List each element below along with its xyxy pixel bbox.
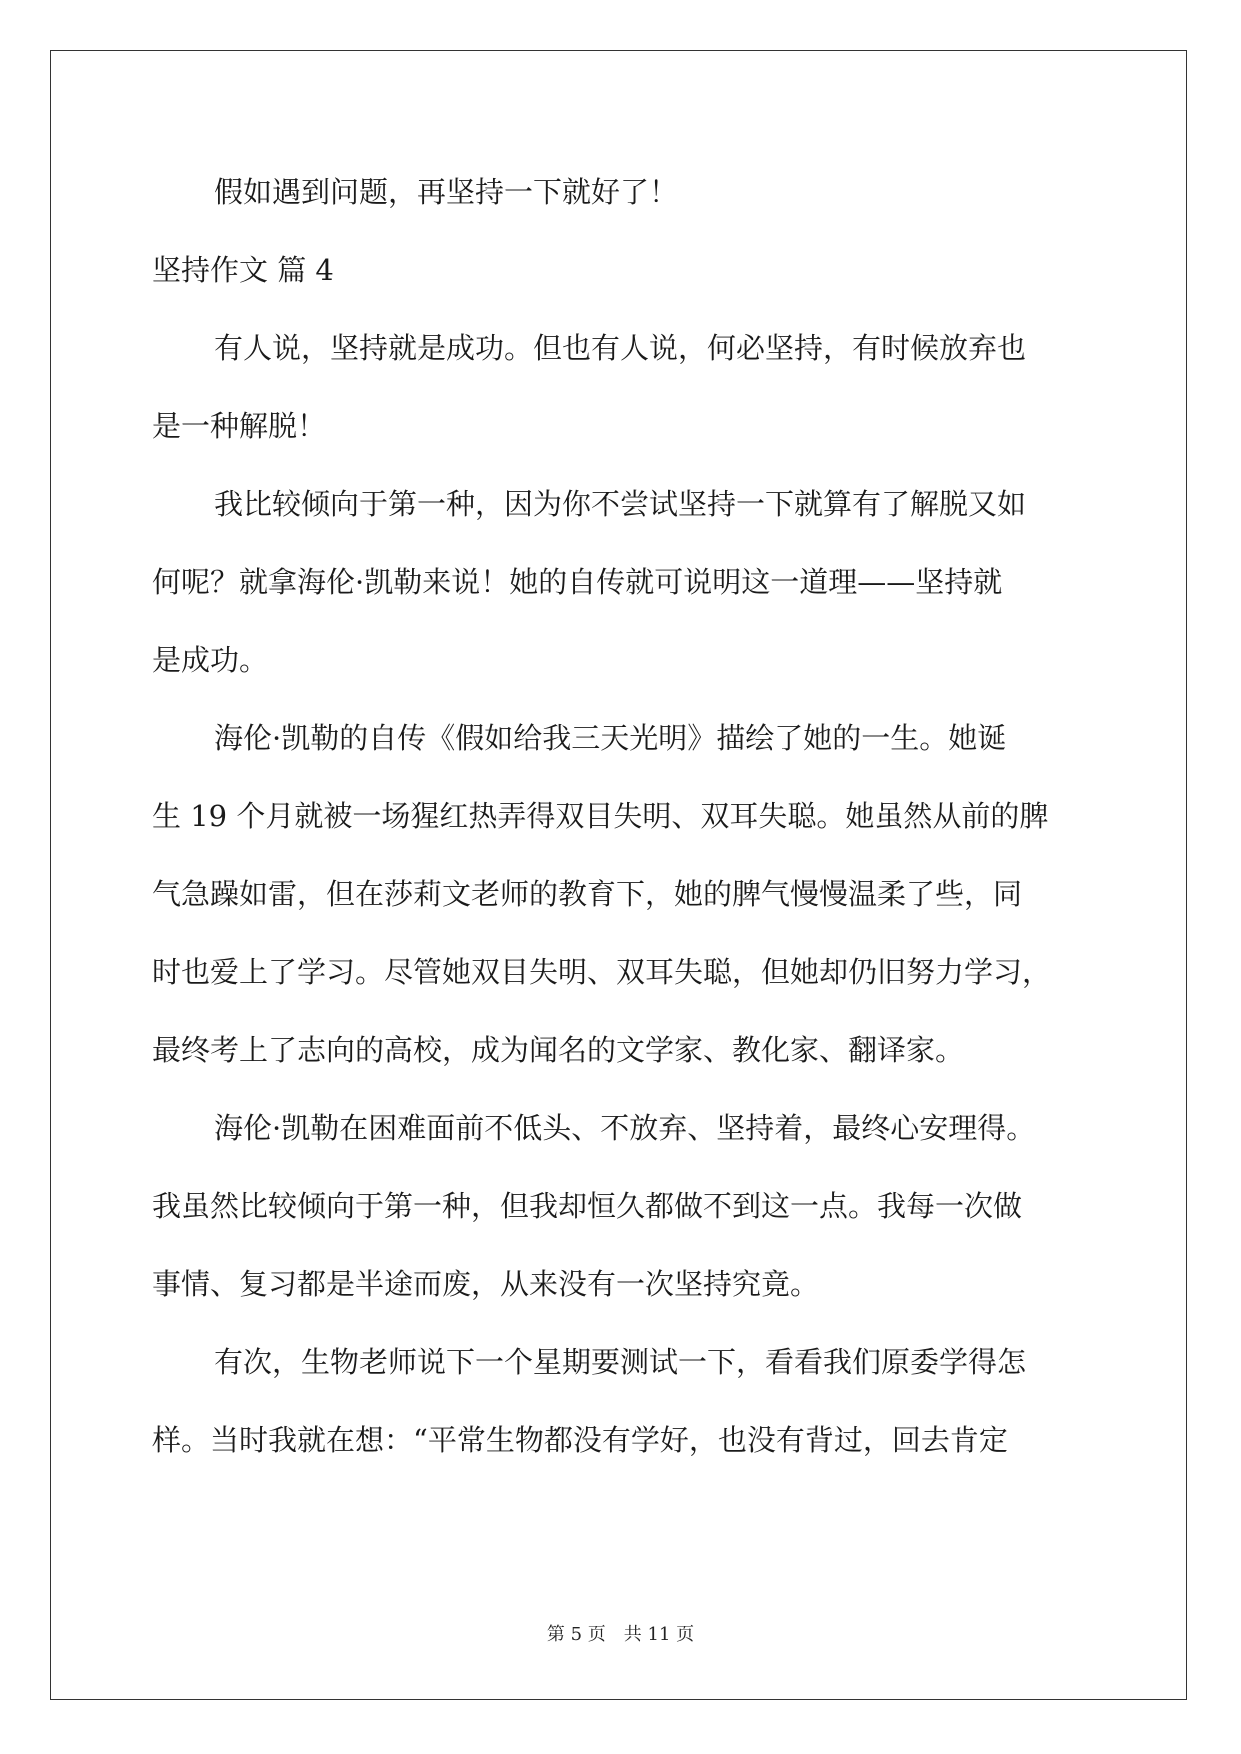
paragraph-line: 假如遇到问题，再坚持一下就好了！ <box>214 175 679 209</box>
paragraph-line: 海伦·凯勒在困难面前不低头、不放弃、坚持着，最终心安理得。 <box>214 1111 1036 1145</box>
paragraph-line: 我比较倾向于第一种，因为你不尝试坚持一下就算有了解脱又如 <box>214 487 1027 521</box>
section-heading: 坚持作文 篇 4 <box>152 253 334 287</box>
paragraph-line: 有次，生物老师说下一个星期要测试一下，看看我们原委学得怎 <box>214 1345 1027 1379</box>
paragraph-line: 有人说，坚持就是成功。但也有人说，何必坚持，有时候放弃也 <box>214 331 1027 365</box>
paragraph-line: 海伦·凯勒的自传《假如给我三天光明》描绘了她的一生。她诞 <box>214 721 1007 755</box>
paragraph-line: 何呢？就拿海伦·凯勒来说！她的自传就可说明这一道理——坚持就 <box>152 565 1003 599</box>
paragraph-line: 时也爱上了学习。尽管她双目失明、双耳失聪，但她却仍旧努力学习， <box>152 955 1052 989</box>
paragraph-line: 气急躁如雷，但在莎莉文老师的教育下，她的脾气慢慢温柔了些，同 <box>152 877 1023 911</box>
paragraph-line: 事情、复习都是半途而废，从来没有一次坚持究竟。 <box>152 1267 820 1301</box>
page-number-footer: 第 5 页 共 11 页 <box>546 1624 695 1645</box>
paragraph-line: 我虽然比较倾向于第一种，但我却恒久都做不到这一点。我每一次做 <box>152 1189 1023 1223</box>
paragraph-line: 生 19 个月就被一场猩红热弄得双目失明、双耳失聪。她虽然从前的脾 <box>152 799 1049 833</box>
paragraph-line: 是一种解脱！ <box>152 409 327 443</box>
paragraph-line: 是成功。 <box>152 643 269 677</box>
paragraph-line: 最终考上了志向的高校，成为闻名的文学家、教化家、翻译家。 <box>152 1033 965 1067</box>
paragraph-line: 样。当时我就在想：“平常生物都没有学好，也没有背过，回去肯定 <box>152 1423 1008 1457</box>
